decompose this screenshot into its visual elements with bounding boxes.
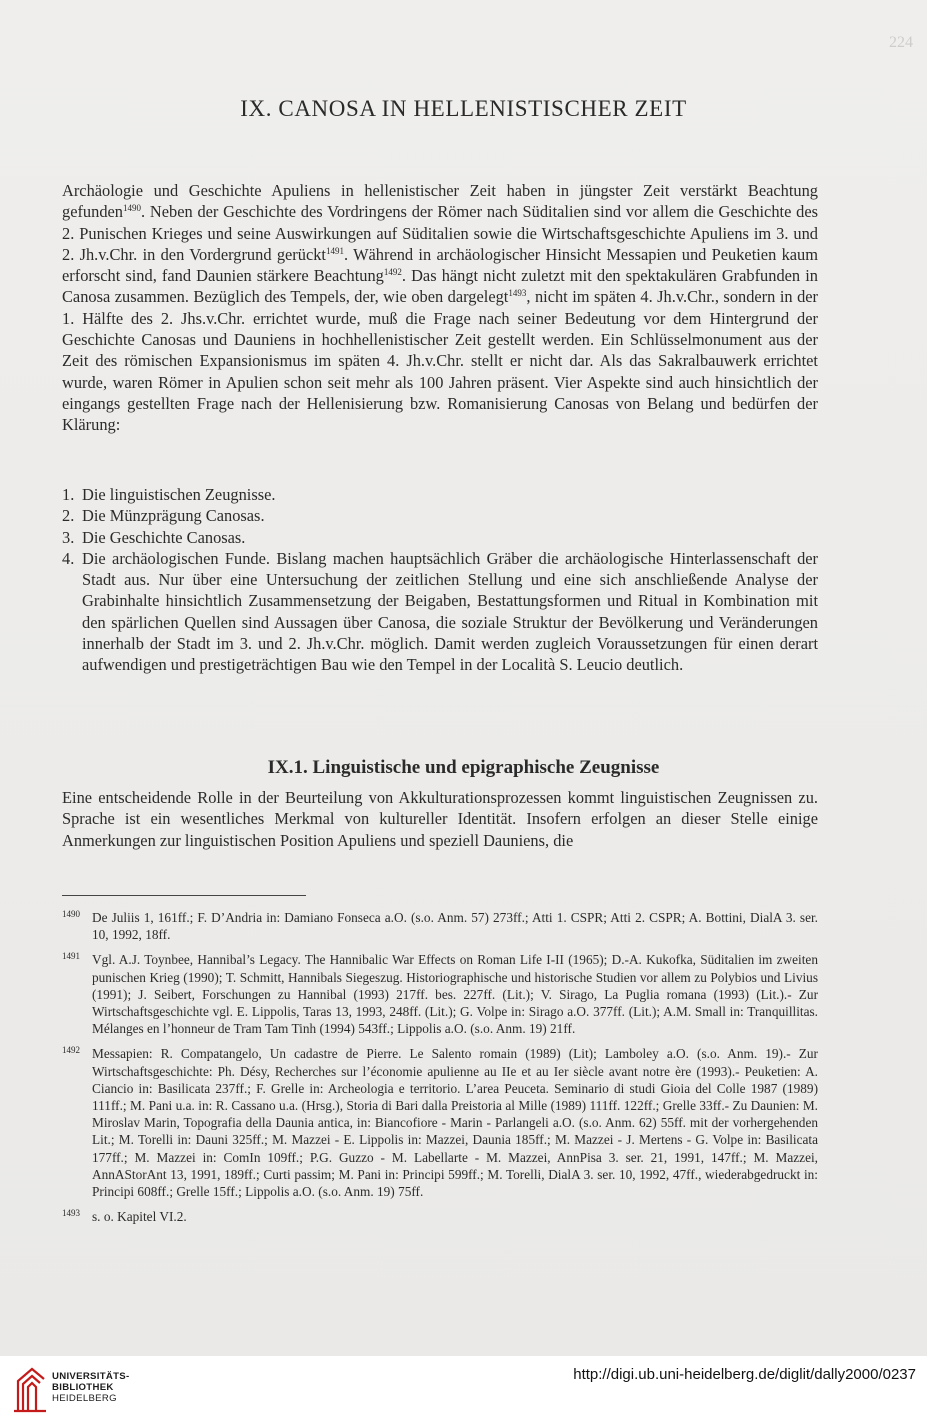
bleed-through-page-number: 224 [889, 34, 913, 51]
footnote-number: 1491 [62, 951, 80, 962]
intro-text-1: Archäologie und Geschichte Apuliens in hellenistischer Zeit haben in jüngster Zeit verstärkt Beachtung gefunden [62, 181, 818, 222]
footnote-ref-1492[interactable]: 1492 [383, 267, 402, 278]
intro-text-3: . Während in archäologischer Hinsicht Messapien und Peuketien kaum erforscht sind, fand Daunien stärkere Beachtung [62, 244, 818, 286]
footnote-text: Vgl. A.J. Toynbee, Hannibal’s Legacy. The Hannibalic War Effects on Roman Life I-II (1965); D.-A. Kukofka, Süditalien im zweiten punischen Krieg (1990); T. Schmitt, Hannibals Siegeszug. Historiographische und historische Studien vor allem zu Polybios und Livius (1991); J. Seibert, Forschungen zu Hannibal (1993) 217ff. bes. 227ff. (Lit.); V. Sirago, La Puglia romana (1993) (Lit.).- Zur Wirtschaftsgeschichte vgl. E. Lippolis, Taras 13, 1993, 248ff. (Lit.); G. Volpe in: Sirago a.O. 377ff. (Lit.); A.M. Small in: Tranquillitas. Mélanges en l’honneur de Tram Tam Tinh (1994) 543ff.; Lippolis a.O. (s.o. Anm. 19) 21ff. [92, 952, 818, 1037]
footnote-number: 1493 [62, 1208, 80, 1219]
list-item-number: 1. [62, 485, 75, 504]
list-item [62, 527, 818, 548]
list-item-text: Die archäologischen Funde. Bislang machen hauptsächlich Gräber die archäologische Hinterlassenschaft der Stadt aus. Nur über eine Untersuchung der zeitlichen Stellung und eine sich anschließende Analyse der Grabinhalte hinsichtlich Zusammensetzung der Beigaben, Bestattungsformen und Ritual in Kombination mit den spärlichen Quellen sind Aussagen über Canosa, die soziale Struktur der Bevölkerung und Veränderungen innerhalb der Stadt im 3. und 2. Jh.v.Chr. möglich. Damit werden zugleich Voraussetzungen für einen derart aufwendigen und prestigeträchtigen Bau wie den Tempel in der Località S. Leucio deutlich. [82, 548, 818, 675]
library-name [52, 1372, 129, 1404]
library-name-line: HEIDELBERG [52, 1392, 117, 1404]
footnote-ref-1490[interactable]: 1490 [123, 203, 141, 214]
footnote [62, 951, 818, 1037]
library-name-line: BIBLIOTHEK [52, 1381, 114, 1393]
footnote [62, 1208, 818, 1225]
list-item [62, 484, 818, 505]
footnote-divider [62, 895, 306, 896]
aspect-list [62, 484, 818, 676]
intro-text-4: . Das hängt nicht zuletzt mit den spektakulären Grabfunden in Canosa zusammen. Bezüglich des Tempels, der, wie oben dargelegt [62, 266, 818, 307]
chapter-title: IX. CANOSA IN HELLENISTISCHER ZEIT [240, 96, 687, 121]
footnotes [62, 909, 818, 1233]
list-item-text: Die linguistischen Zeugnisse. [82, 485, 276, 504]
footnote-ref-1493[interactable]: 1493 [508, 288, 527, 299]
footer-bar [0, 1356, 927, 1421]
footnote [62, 909, 818, 943]
library-logo-icon [12, 1363, 48, 1413]
footnote-number: 1490 [62, 909, 80, 919]
intro-paragraph [62, 180, 818, 436]
footnote-number: 1492 [62, 1045, 80, 1056]
footnote-text: De Juliis 1, 161ff.; F. D’Andria in: Damiano Fonseca a.O. (s.o. Anm. 57) 273ff.; Atti 1. CSPR; Atti 2. CSPR; A. Bottini, DialA 3. ser. 10, 1992, 18ff. [92, 910, 818, 943]
list-item [62, 505, 818, 526]
footnote [62, 1045, 818, 1200]
footnote-text: s. o. Kapitel VI.2. [92, 1209, 187, 1225]
library-name-line: UNIVERSITÄTS- [52, 1371, 130, 1382]
footnote-ref-1491[interactable]: 1491 [325, 245, 344, 256]
intro-text-2: . Neben der Geschichte des Vordringens der Römer nach Süditalien sind vor allem die Geschichte des 2. Punischen Krieges und seine Auswirkungen auf Süditalien sowie die Wirtschaftsgeschichte Apuliens im 3. und 2. Jh.v.Chr. in den Vordergrund gerückt [62, 202, 818, 264]
list-item-text: Die Münzprägung Canosas. [82, 506, 265, 526]
list-item-number: 2. [62, 506, 75, 526]
source-url-link[interactable]: http://digi.ub.uni-heidelberg.de/diglit/dally2000/0237 [573, 1366, 916, 1383]
section-paragraph-text: Eine entscheidende Rolle in der Beurteilung von Akkulturationsprozessen kommt linguistischen Zeugnissen zu. Sprache ist ein wesentliches Merkmal von kultureller Identität. Insofern erfolgen an dieser Stelle einige Anmerkungen zur linguistischen Position Apuliens und speziell Dauniens, die [62, 788, 818, 850]
list-item [62, 548, 818, 676]
list-item-number: 4. [62, 548, 75, 568]
list-item-number: 3. [62, 527, 75, 547]
section-heading: IX.1. Linguistische und epigraphische Zeugnisse [267, 757, 660, 778]
footnote-text: Messapien: R. Compatangelo, Un cadastre de Pierre. Le Salento romain (1989) (Lit); Lamboley a.O. (s.o. Anm. 19).- Zur Wirtschaftsgeschichte: Ph. Désy, Recherches sur l’économie apulienne au IIe et au Ier siècle avant notre ère (1993).- Peuketien: A. Ciancio in: Basilicata 237ff.; F. Grelle in: Archeologia e territorio. L’area Peuceta. Seminario di studi Gioia del Colle 1987 (1989) 111ff.; M. Pani u.a. in: R. Cassano u.a. (Hrsg.), Storia di Bari dalla Preistoria al Mille (1989) 111ff. 122ff.; Grelle 33ff.- Zu Daunien: M. Miroslav Marin, Topografia della Daunia antica, in: Biancofiore - Marin - Parlangeli a.O. (s.o. Anm. 62) 55ff. mit der vorhergehenden Lit.; M. Torelli in: Dauni 325ff.; M. Mazzei - E. Lippolis in: Mazzei, Daunia 185ff.; M. Mazzei - J. Mertens - G. Volpe in: Basilicata 177ff.; M. Mazzei in: ComIn 109ff.; P.G. Guzzo - M. Labellarte - M. Mazzei, AnnPisa 3. ser. 21, 1991, 147ff.; M. Mazzei, AnnAStorAnt 13, 1991, 189ff.; Curti passim; M. Pani in: Principi 599ff.; M. Torelli, DialA 3. ser. 10, 1992, 47ff., wiederabgedruckt in: Principi 608ff.; Grelle 15ff.; Lippolis a.O. (s.o. Anm. 19) 75ff. [92, 1046, 818, 1200]
intro-text-5: , nicht im späten 4. Jh.v.Chr., sondern in der 1. Hälfte des 2. Jhs.v.Chr. errichtet wurde, muß die Frage nach seiner Bedeutung vor dem Hintergrund der Geschichte Canosas und Dauniens in hochhellenistischer Zeit gestellt werden. Ein Schlüsselmonument aus der Zeit des römischen Expansionismus im späten 4. Jh.v.Chr. stellt er nicht dar. Als das Sakralbauwerk errichtet wurde, waren Römer in Apulien schon seit mehr als 100 Jahren präsent. Vier Aspekte sind auch hinsichtlich der eingangs gestellten Frage nach der Hellenisierung bzw. Romanisierung Canosas von Belang und bedürfen der Klärung: [62, 287, 818, 435]
section-paragraph [62, 787, 818, 851]
list-item-text: Die Geschichte Canosas. [82, 527, 246, 547]
